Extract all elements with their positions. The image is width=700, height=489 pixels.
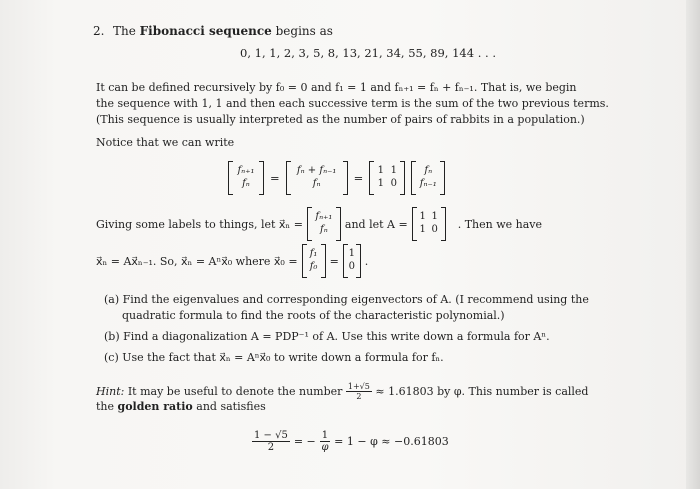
labels-suffix: . Then we have [457,217,542,231]
vector-xn [307,207,341,241]
matrix-A-def [412,207,446,241]
para1-line3: (This sequence is usually interpreted as the number of pairs of rabbits in a population.) [96,113,585,126]
fraction-one-over-phi [320,430,330,453]
part-a-line1: (a) Find the eigenvalues and corresponding eigenvectors of A. (I recommend using the [104,293,589,306]
part-a-line2: quadratic formula to find the roots of the characteristic polynomial.) [122,309,505,322]
fraction-numerator: 1 − √5 [254,430,288,441]
period: . [364,254,369,268]
cell: f₀ [309,261,318,272]
equals-sign: = [329,254,339,268]
page-edge-shadow [686,0,700,489]
hint-text2: ≈ 1.61803 by φ. This number is called [371,385,589,398]
xn-line [96,243,368,279]
cell: 1 [390,165,397,176]
equals-sign: = [270,170,280,185]
cell: f₁ [309,248,318,259]
vector-fn1-fn [228,161,264,195]
hint-line2 [96,399,266,414]
vector-fn-fn-1 [411,161,445,195]
vector-sum [286,161,348,195]
cell: fₙ₊₁ [237,165,255,176]
fraction-numerator: 1 [321,430,329,441]
cell: fₙ [242,178,250,189]
equals-sign: = [353,170,364,185]
hint-label: Hint: [96,385,125,398]
vector-x0 [302,244,326,278]
hint-text: It may be useful to denote the number [124,385,346,398]
cell: 1 [348,248,355,259]
sequence-line: 0, 1, 1, 2, 3, 5, 8, 13, 21, 34, 55, 89, 144 . . . [240,46,496,60]
final-rest: = 1 − φ ≈ −0.61803 [334,435,449,448]
fraction-denominator: 2 [356,392,362,401]
intro-suffix: begins as [271,24,333,38]
vector-x0-value [343,244,361,278]
cell: fₙ [320,224,328,235]
cell: fₙ₋₁ [419,178,437,189]
xn-prefix: x⃗ₙ = Ax⃗ₙ₋₁. So, x⃗ₙ = Aⁿx⃗₀ where x⃗₀ = [96,254,298,268]
cell: fₙ₊₁ [315,211,333,222]
intro-bold-term: Fibonacci sequence [139,24,272,38]
cell: 1 [419,224,426,235]
cell: 1 [377,178,384,189]
cell: fₙ [424,165,433,176]
labels-line [96,206,542,242]
labels-prefix: Giving some labels to things, let x⃗ₙ = [96,217,303,231]
equals-minus: = − [293,435,316,448]
cell: 0 [390,178,397,189]
fraction-1-minus-root5 [252,430,290,453]
cell: 0 [431,224,438,235]
cell: 1 [431,211,438,222]
matrix-A [369,161,405,195]
cell: 0 [348,261,355,272]
hint-line2-post: and satisfies [192,400,266,413]
labels-mid: and let A = [344,217,408,231]
phi-fraction [346,382,372,401]
cell: fₙ [312,178,321,189]
cell: fₙ + fₙ₋₁ [296,165,337,176]
fraction-numerator: 1+√5 [347,382,370,391]
intro-line [113,24,333,39]
para1-line2: the sequence with 1, 1 and then each successive term is the sum of the two previous terms. [96,97,609,110]
final-equation [252,430,449,453]
fraction-denominator: φ [321,442,329,453]
para1-line1: It can be defined recursively by f₀ = 0 and f₁ = 1 and fₙ₊₁ = fₙ + fₙ₋₁. That is, we begin [96,81,577,94]
cell: 1 [377,165,384,176]
intro-prefix: The [113,24,140,38]
cell: 1 [419,211,426,222]
golden-ratio-term: golden ratio [117,400,193,413]
notice-line: Notice that we can write [96,136,235,149]
part-c: (c) Use the fact that x⃗ₙ = Aⁿx⃗₀ to write down a formula for fₙ. [104,351,444,364]
hint-line2-pre: the [96,400,118,413]
part-b: (b) Find a diagonalization A = PDP⁻¹ of A. Use this write down a formula for Aⁿ. [104,330,550,343]
problem-number: 2. [93,24,105,38]
matrix-equation [228,160,445,196]
fraction-denominator: 2 [267,442,275,453]
